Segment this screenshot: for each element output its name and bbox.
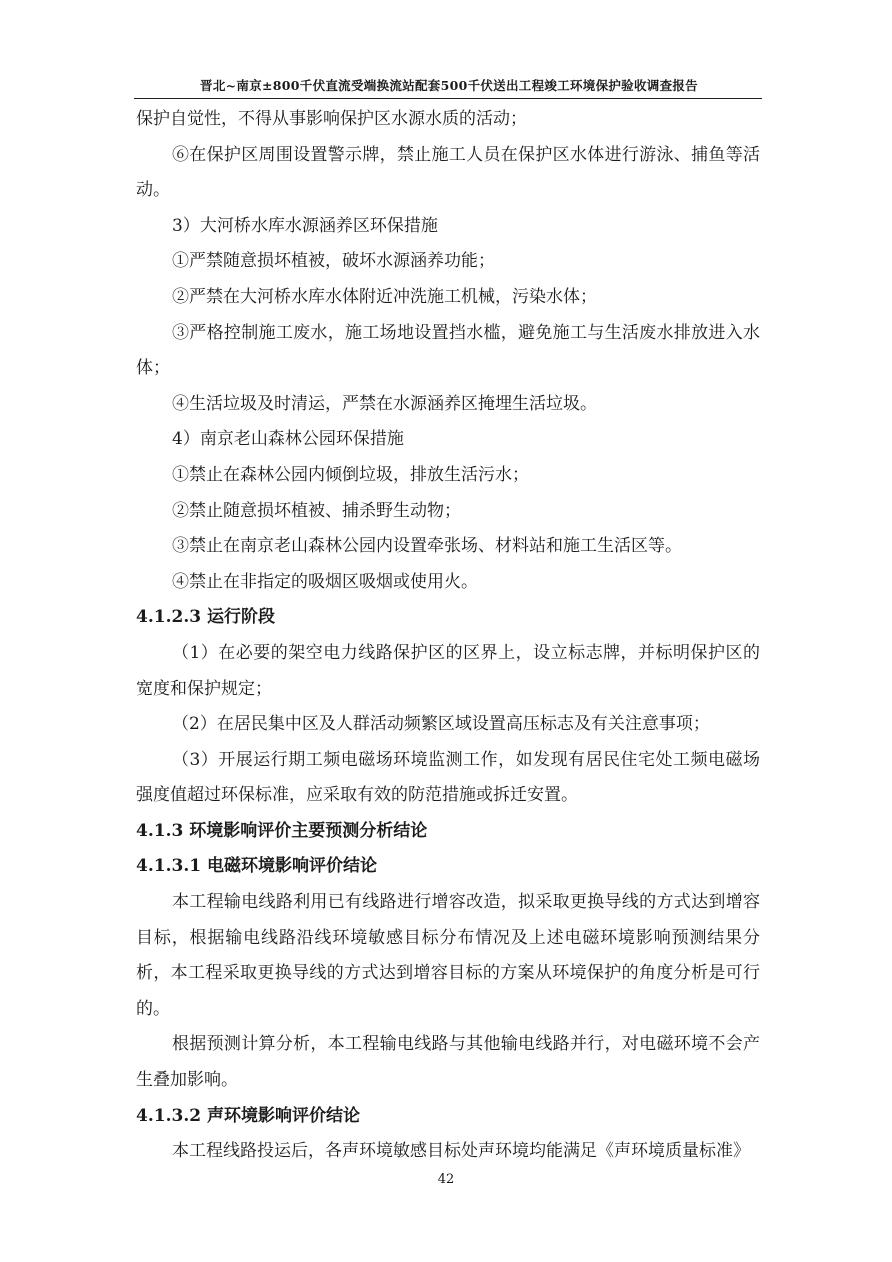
paragraph: ⑥在保护区周围设置警示牌，禁止施工人员在保护区水体进行游泳、捕鱼等活动。 (136, 144, 760, 201)
list-item: ④生活垃圾及时清运，严禁在水源涵养区掩埋生活垃圾。 (172, 393, 597, 414)
section-heading: 4.1.3.2 声环境影响评价结论 (136, 1105, 360, 1126)
paragraph: 本工程线路投运后，各声环境敏感目标处声环境均能满足《声环境质量标准》 (172, 1141, 750, 1162)
paragraph: 本工程输电线路利用已有线路进行增容改造，拟采取更换导线的方式达到增容目标，根据输电线路沿线环境敏感目标分布情况及上述电磁环境影响预测结果分析，本工程采取更换导线的方式达到增容目标的方案从环境保护的角度分析是可行的。 (136, 892, 760, 1019)
list-item: ③禁止在南京老山森林公园内设置牵张场、材料站和施工生活区等。 (172, 536, 682, 557)
section-heading: 4.1.3 环境影响评价主要预测分析结论 (136, 820, 428, 841)
running-header: 晋北~南京±800千伏直流受端换流站配套500千伏送出工程竣工环境保护验收调查报告 (200, 78, 698, 93)
list-item: （2）在居民集中区及人群活动频繁区域设置高压标志及有关注意事项； (172, 714, 710, 735)
header-rule (134, 98, 762, 99)
list-item: ②禁止随意损坏植被、捕杀野生动物； (172, 500, 461, 521)
page-number: 42 (437, 1172, 455, 1187)
list-heading: 3）大河桥水库水源涵养区环保措施 (172, 215, 438, 236)
list-item: （3）开展运行期工频电磁场环境监测工作，如发现有居民住宅处工频电磁场强度值超过环保标准，应采取有效的防范措施或拆迁安置。 (136, 749, 760, 806)
section-heading: 4.1.3.1 电磁环境影响评价结论 (136, 856, 377, 877)
list-heading: 4）南京老山森林公园环保措施 (172, 429, 404, 450)
paragraph: 保护自觉性，不得从事影响保护区水源水质的活动； (136, 109, 527, 129)
list-item: ②严禁在大河桥水库水体附近冲洗施工机械，污染水体； (172, 286, 597, 307)
list-item: ③严格控制施工废水，施工场地设置挡水槛，避免施工与生活废水排放进入水体； (136, 322, 760, 379)
paragraph: 根据预测计算分析，本工程输电线路与其他输电线路并行，对电磁环境不会产生叠加影响。 (136, 1034, 760, 1091)
section-heading: 4.1.2.3 运行阶段 (136, 607, 275, 628)
list-item: ①禁止在森林公园内倾倒垃圾，排放生活污水； (172, 464, 529, 485)
page-body (136, 102, 760, 1170)
list-item: ④禁止在非指定的吸烟区吸烟或使用火。 (172, 571, 478, 592)
list-item: （1）在必要的架空电力线路保护区的区界上，设立标志牌，并标明保护区的宽度和保护规定； (136, 642, 760, 699)
list-item: ①严禁随意损坏植被，破坏水源涵养功能； (172, 251, 495, 272)
